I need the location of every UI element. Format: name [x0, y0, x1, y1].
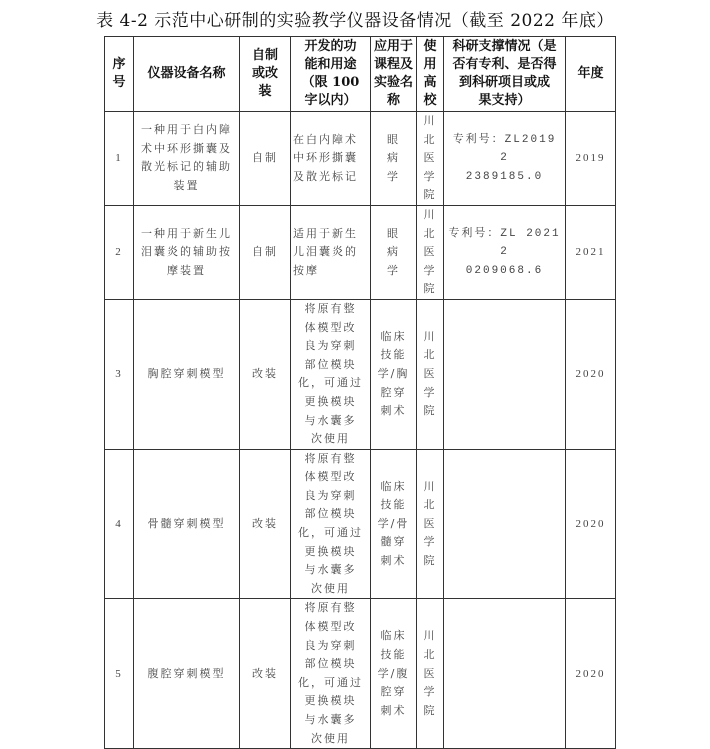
cell-line: 技能 [380, 348, 407, 362]
cell-line: 学 [423, 685, 437, 699]
cell-line: 高 [423, 75, 437, 90]
cell-line: 川 [423, 207, 437, 221]
header-no [105, 37, 134, 112]
header-function [291, 37, 371, 112]
cell-research [444, 112, 566, 206]
cell-line: 装 [258, 84, 272, 99]
table-row [105, 112, 616, 206]
cell-line: 北 [423, 132, 437, 146]
table-caption: 表 4-2 示范中心研制的实验教学仪器设备情况（截至 2022 年底） [96, 11, 614, 31]
cell-school [417, 205, 444, 299]
cell-function [291, 205, 371, 299]
cell-line: 体模型改 [304, 320, 357, 334]
cell-line: 开发的功 [304, 39, 357, 54]
cell-line: 号 [112, 75, 126, 90]
cell-line: 课程及 [373, 57, 413, 72]
cell-line: 用 [423, 57, 437, 72]
cell-line: 院 [423, 282, 437, 296]
cell-course [371, 599, 417, 749]
cell-year: 2020 [566, 599, 616, 749]
cell-line: 应用于 [373, 39, 413, 54]
cell-school [417, 449, 444, 599]
cell-line: 北 [423, 348, 437, 362]
cell-type: 改装 [240, 449, 291, 599]
cell-line: 良为穿刺 [304, 488, 357, 502]
table-row [105, 599, 616, 749]
cell-line: 与水囊多 [304, 713, 357, 726]
cell-line: （限 100 [301, 75, 360, 90]
cell-line: 序 [112, 57, 126, 72]
table-row [105, 449, 616, 599]
cell-course [371, 205, 417, 299]
cell-line: 骨髓穿刺模型 [147, 516, 226, 530]
cell-line: 将原有整 [304, 601, 357, 615]
cell-line: 病 [387, 245, 400, 259]
cell-line: 化，可通过 [298, 376, 363, 390]
cell-line: 临床 [380, 479, 407, 493]
cell-line: 果支持） [478, 93, 531, 108]
cell-line: 科研支撑情况（是 [452, 39, 557, 54]
cell-line: 装置 [173, 179, 200, 193]
cell-line: 学 [423, 535, 437, 549]
cell-line: 刺术 [380, 404, 407, 418]
cell-line: 一种用于白内障 [141, 123, 232, 137]
cell-line: 川 [423, 629, 437, 643]
cell-line: 北 [423, 498, 437, 512]
cell-line: 实验名 [373, 75, 413, 90]
cell-line: 称 [386, 93, 400, 108]
cell-line: 眼 [387, 132, 400, 146]
cell-line: 川 [423, 114, 437, 127]
cell-line: 刺术 [380, 703, 407, 717]
cell-line: 院 [423, 188, 437, 202]
cell-name [134, 299, 240, 449]
cell-line: 医 [423, 516, 437, 530]
cell-line: 次使用 [311, 581, 350, 595]
cell-line: 化，可通过 [298, 526, 363, 540]
cell-line: 在白内障术 [293, 132, 358, 146]
cell-line: 泪囊炎的辅助按 [141, 245, 232, 259]
cell-line: 与水囊多 [304, 563, 357, 577]
cell-line: 北 [423, 226, 437, 240]
header-type [240, 37, 291, 112]
cell-line: 将原有整 [304, 301, 357, 315]
cell-line: 学 [387, 169, 400, 183]
cell-line: 院 [423, 553, 437, 567]
cell-school [417, 112, 444, 206]
cell-line: 更换模块 [304, 394, 357, 408]
cell-line: 专利号：ZL2019 2 [452, 133, 557, 165]
cell-year: 2021 [566, 205, 616, 299]
cell-line: 临床 [380, 629, 407, 643]
cell-line: 眼 [387, 226, 400, 240]
cell-line: 病 [387, 151, 400, 165]
cell-line: 体模型改 [304, 620, 357, 634]
cell-no: 1 [105, 112, 134, 206]
cell-school [417, 299, 444, 449]
cell-line: 学 [423, 263, 437, 277]
cell-name [134, 599, 240, 749]
cell-name [134, 112, 240, 206]
cell-line: 部位模块 [304, 507, 357, 521]
cell-line: 及散光标记 [293, 169, 358, 183]
cell-line: 学 [423, 385, 437, 399]
cell-year: 2019 [566, 112, 616, 206]
cell-line: 自制 [251, 48, 278, 63]
cell-line: 刺术 [380, 553, 407, 567]
table-row [105, 205, 616, 299]
cell-research [444, 449, 566, 599]
cell-line: 校 [423, 93, 437, 108]
cell-course [371, 112, 417, 206]
header-year [566, 37, 616, 112]
cell-line: 学 [423, 169, 437, 183]
cell-name [134, 449, 240, 599]
cell-line: 医 [423, 666, 437, 680]
cell-line: 学/腹 [377, 666, 410, 680]
cell-line: 能和用途 [304, 57, 357, 72]
cell-line: 专利号：ZL 2021 2 [448, 227, 561, 259]
cell-type: 自制 [240, 205, 291, 299]
cell-line: 次使用 [311, 432, 350, 446]
cell-year: 2020 [566, 299, 616, 449]
cell-line: 否有专利、是否得 [452, 57, 557, 72]
cell-line: 腹腔穿刺模型 [147, 666, 226, 680]
header-course [371, 37, 417, 112]
cell-function [291, 112, 371, 206]
cell-line: 一种用于新生儿 [141, 226, 232, 240]
cell-line: 医 [423, 367, 437, 381]
cell-line: 临床 [380, 329, 407, 343]
equipment-table [104, 36, 616, 749]
cell-line: 2389185.0 [465, 170, 544, 183]
cell-line: 到科研项目或成 [458, 75, 550, 90]
cell-line: 川 [423, 479, 437, 493]
cell-type: 自制 [240, 112, 291, 206]
cell-no: 3 [105, 299, 134, 449]
header-row [105, 37, 616, 112]
cell-name [134, 205, 240, 299]
cell-line: 学/骨 [377, 516, 410, 530]
cell-line: 仪器设备名称 [147, 66, 226, 81]
cell-line: 更换模块 [304, 544, 357, 558]
cell-line: 胸腔穿刺模型 [147, 367, 226, 381]
cell-line: 术中环形撕囊及 [141, 141, 232, 155]
cell-line: 院 [423, 404, 437, 418]
cell-course [371, 449, 417, 599]
cell-line: 与水囊多 [304, 413, 357, 427]
cell-type: 改装 [240, 599, 291, 749]
cell-line: 腔穿 [380, 385, 407, 399]
cell-no: 2 [105, 205, 134, 299]
cell-line: 使 [423, 39, 437, 54]
cell-line: 中环形撕囊 [293, 151, 358, 165]
cell-line: 良为穿刺 [304, 339, 357, 353]
cell-function [291, 599, 371, 749]
table-row [105, 299, 616, 449]
cell-line: 学 [387, 263, 400, 277]
cell-line: 更换模块 [304, 694, 357, 708]
cell-line: 部位模块 [304, 357, 357, 371]
cell-line: 医 [423, 151, 437, 165]
cell-line: 体模型改 [304, 470, 357, 484]
cell-line: 年度 [577, 66, 604, 81]
header-name [134, 37, 240, 112]
cell-no: 4 [105, 449, 134, 599]
cell-type: 改装 [240, 299, 291, 449]
cell-line: 化，可通过 [298, 675, 363, 689]
header-research [444, 37, 566, 112]
cell-line: 0209068.6 [465, 264, 544, 277]
cell-line: 次使用 [311, 731, 350, 745]
cell-line: 学/胸 [377, 367, 410, 381]
cell-line: 适用于新生 [293, 226, 358, 240]
cell-line: 川 [423, 329, 437, 343]
cell-line: 部位模块 [304, 657, 357, 671]
cell-line: 院 [423, 703, 437, 717]
cell-line: 按摩 [293, 263, 319, 277]
cell-school [417, 599, 444, 749]
cell-line: 北 [423, 647, 437, 661]
cell-year: 2020 [566, 449, 616, 599]
cell-line: 摩装置 [167, 263, 206, 277]
cell-line: 或改 [251, 66, 278, 81]
cell-line: 医 [423, 245, 437, 259]
cell-line: 字以内） [304, 93, 357, 108]
cell-line: 儿泪囊炎的 [293, 245, 358, 259]
cell-line: 将原有整 [304, 451, 357, 465]
cell-line: 良为穿刺 [304, 638, 357, 652]
cell-line: 腔穿 [380, 685, 407, 699]
cell-function [291, 299, 371, 449]
cell-research [444, 299, 566, 449]
header-school [417, 37, 444, 112]
cell-research [444, 205, 566, 299]
cell-line: 散光标记的辅助 [141, 160, 232, 174]
cell-line: 技能 [380, 498, 407, 512]
cell-research [444, 599, 566, 749]
cell-no: 5 [105, 599, 134, 749]
cell-course [371, 299, 417, 449]
cell-line: 技能 [380, 647, 407, 661]
cell-line: 髓穿 [380, 535, 407, 549]
cell-function [291, 449, 371, 599]
